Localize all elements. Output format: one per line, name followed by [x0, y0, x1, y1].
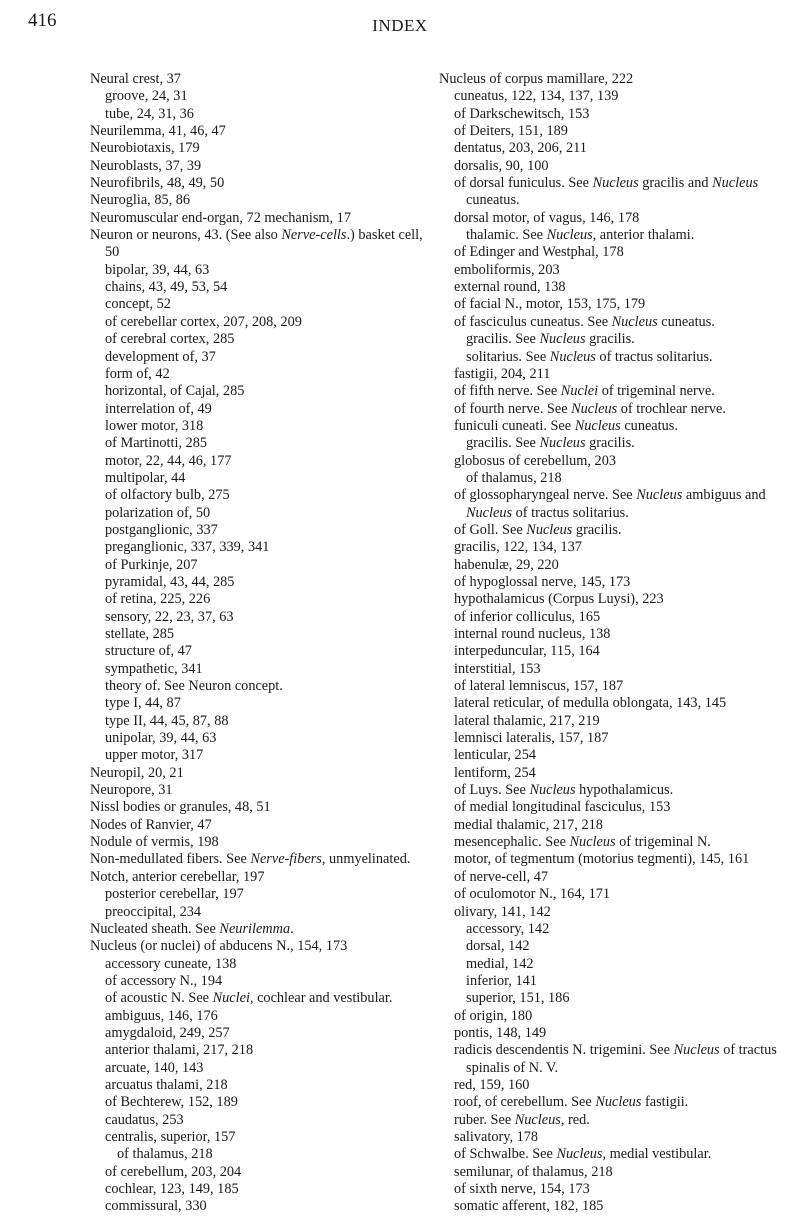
index-entry: thalamic. See Nucleus, anterior thalami.	[466, 227, 695, 244]
index-entry: lateral thalamic, 217, 219	[454, 712, 600, 729]
index-entry: of medial longitudinal fasciculus, 153	[454, 799, 671, 816]
index-entry: Notch, anterior cerebellar, 197	[90, 868, 265, 885]
index-entry: of Bechterew, 152, 189	[105, 1094, 238, 1111]
index-entry: form of, 42	[105, 365, 170, 382]
index-entry: of cerebellum, 203, 204	[105, 1163, 242, 1180]
index-entry: motor, of tegmentum (motorius tegmenti), 145, 161	[454, 851, 750, 868]
index-entry: solitarius. See Nucleus of tractus solitarius.	[466, 348, 713, 365]
index-entry: somatic afferent, 182, 185	[454, 1198, 604, 1215]
index-entry: horizontal, of Cajal, 285	[105, 383, 245, 400]
index-entry: Neurilemma, 41, 46, 47	[90, 123, 226, 140]
index-entry: gracilis. See Nucleus gracilis.	[466, 331, 635, 348]
index-entry: interpeduncular, 115, 164	[454, 643, 600, 660]
index-entry: Neurofibrils, 48, 49, 50	[90, 175, 225, 192]
index-entry: ruber. See Nucleus, red.	[454, 1111, 590, 1128]
index-entry: of accessory N., 194	[105, 972, 223, 989]
index-entry: chains, 43, 49, 53, 54	[105, 279, 228, 296]
index-entry: radicis descendentis N. trigemini. See Nucleus of tractus spinalis of N. V.	[454, 1042, 777, 1076]
index-entry: of Deiters, 151, 189	[454, 123, 568, 140]
index-entry: inferior, 141	[466, 972, 537, 989]
index-entry: cochlear, 123, 149, 185	[105, 1181, 239, 1197]
index-entry: medial thalamic, 217, 218	[454, 816, 603, 833]
index-entry: red, 159, 160	[454, 1076, 530, 1093]
index-entry: pontis, 148, 149	[454, 1024, 547, 1041]
index-entry: of fourth nerve. See Nucleus of trochlear nerve.	[454, 400, 726, 417]
index-entry: dorsal, 142	[466, 938, 530, 955]
index-entry: of lateral lemniscus, 157, 187	[454, 678, 624, 695]
index-entry: Neuropil, 20, 21	[90, 764, 184, 781]
index-entry: emboliformis, 203	[454, 261, 560, 278]
index-entry: Nodes of Ranvier, 47	[90, 816, 212, 833]
index-entry: development of, 37	[105, 348, 216, 365]
index-entry: lentiform, 254	[454, 764, 536, 781]
index-entry: of olfactory bulb, 275	[105, 487, 230, 504]
index-entry: dentatus, 203, 206, 211	[454, 140, 587, 157]
index-entry: hypothalamicus (Corpus Luysi), 223	[454, 591, 664, 608]
index-entry: accessory cuneate, 138	[105, 955, 237, 972]
index-entry: stellate, 285	[105, 626, 175, 642]
index-entry: of thalamus, 218	[466, 469, 562, 486]
index-entry: of Luys. See Nucleus hypothalamicus.	[454, 782, 674, 799]
index-entry: bipolar, 39, 44, 63	[105, 261, 210, 278]
index-entry: of origin, 180	[454, 1007, 533, 1024]
index-entry: of Goll. See Nucleus gracilis.	[454, 521, 622, 538]
index-entry: of Edinger and Westphal, 178	[454, 244, 624, 261]
index-entry: lenticular, 254	[454, 747, 537, 764]
index-entry: dorsalis, 90, 100	[454, 157, 549, 174]
index-entry: lateral reticular, of medulla oblongata, 143, 145	[454, 695, 727, 712]
index-entry: internal round nucleus, 138	[454, 626, 611, 642]
index-entry: Neural crest, 37	[90, 71, 181, 87]
index-entry: postganglionic, 337	[105, 521, 218, 538]
index-entry: external round, 138	[454, 279, 566, 296]
index-entry: pyramidal, 43, 44, 285	[105, 573, 235, 590]
index-entry: gracilis, 122, 134, 137	[454, 539, 582, 556]
index-entry: of Schwalbe. See Nucleus, medial vestibular.	[454, 1146, 712, 1163]
index-entry: semilunar, of thalamus, 218	[454, 1163, 613, 1180]
index-entry: Non-medullated fibers. See Nerve-fibers, unmyelinated.	[90, 851, 411, 868]
index-entry: of thalamus, 218	[117, 1146, 213, 1163]
index-entry: Neuron or neurons, 43. (See also Nerve-cells.) basket cell, 50	[90, 227, 423, 261]
index-entry: of oculomotor N., 164, 171	[454, 886, 611, 903]
index-entry: habenulæ, 29, 220	[454, 556, 559, 573]
index-entry: Nucleated sheath. See Neurilemma.	[90, 920, 294, 937]
index-entry: of acoustic N. See Nuclei, cochlear and vestibular.	[105, 990, 393, 1007]
index-entry: Nucleus (or nuclei) of abducens N., 154, 173	[90, 938, 348, 955]
index-entry: Neuroblasts, 37, 39	[90, 157, 202, 174]
index-entry: arcuatus thalami, 218	[105, 1076, 228, 1093]
index-entry: groove, 24, 31	[105, 88, 188, 105]
index-entry: of Martinotti, 285	[105, 435, 208, 452]
index-entry: salivatory, 178	[454, 1128, 539, 1145]
index-entry: lemnisci lateralis, 157, 187	[454, 730, 609, 747]
index-entry: globosus of cerebellum, 203	[454, 452, 616, 469]
index-entry: of cerebellar cortex, 207, 208, 209	[105, 313, 302, 330]
index-entry: centralis, superior, 157	[105, 1128, 236, 1145]
index-entry: preganglionic, 337, 339, 341	[105, 539, 270, 556]
index-entry: sensory, 22, 23, 37, 63	[105, 608, 234, 625]
index-entry: olivary, 141, 142	[454, 903, 551, 920]
index-entry: type II, 44, 45, 87, 88	[105, 712, 229, 729]
index-entry: Neurobiotaxis, 179	[90, 140, 200, 157]
index-entry: upper motor, 317	[105, 747, 204, 764]
index-entry: polarization of, 50	[105, 504, 211, 521]
index-entry: Nucleus of corpus mamillare, 222	[439, 71, 634, 87]
index-entry: medial, 142	[466, 955, 534, 972]
index-entry: of Purkinje, 207	[105, 556, 198, 573]
index-entry: arcuate, 140, 143	[105, 1059, 204, 1076]
index-entry: of dorsal funiculus. See Nucleus gracilis and Nucleus cuneatus.	[454, 175, 759, 209]
index-entry: of sixth nerve, 154, 173	[454, 1181, 590, 1197]
index-entry: Nodule of vermis, 198	[90, 834, 219, 851]
index-entry: motor, 22, 44, 46, 177	[105, 452, 232, 469]
index-entry: concept, 52	[105, 296, 171, 313]
index-entry: posterior cerebellar, 197	[105, 886, 244, 903]
index-entry: of facial N., motor, 153, 175, 179	[454, 296, 646, 313]
index-entry: tube, 24, 31, 36	[105, 105, 194, 122]
index-entry: Neuropore, 31	[90, 782, 173, 799]
index-entry: structure of, 47	[105, 643, 192, 660]
index-entry: mesencephalic. See Nucleus of trigeminal N.	[454, 834, 711, 851]
index-entry: funiculi cuneati. See Nucleus cuneatus.	[454, 417, 678, 434]
index-entry: of hypoglossal nerve, 145, 173	[454, 573, 631, 590]
index-entry: of fasciculus cuneatus. See Nucleus cuneatus.	[454, 313, 715, 330]
index-entry: superior, 151, 186	[466, 990, 570, 1007]
index-entry: ambiguus, 146, 176	[105, 1007, 218, 1024]
index-entry: dorsal motor, of vagus, 146, 178	[454, 209, 640, 226]
index-entry: fastigii, 204, 211	[454, 365, 551, 382]
index-entry: type I, 44, 87	[105, 695, 181, 712]
index-entry: anterior thalami, 217, 218	[105, 1042, 254, 1059]
index-entry: of retina, 225, 226	[105, 591, 211, 608]
index-entry: of inferior colliculus, 165	[454, 608, 601, 625]
index-entry: commissural, 330	[105, 1198, 207, 1215]
index-column-left	[90, 71, 430, 1216]
index-entry: of fifth nerve. See Nuclei of trigeminal nerve.	[454, 383, 715, 400]
index-entry: of Darkschewitsch, 153	[454, 105, 590, 122]
index-entry: of glossopharyngeal nerve. See Nucleus ambiguus and Nucleus of tractus solitarius.	[454, 487, 766, 521]
index-entry: accessory, 142	[466, 920, 550, 937]
index-entry: Neuromuscular end-organ, 72 mechanism, 17	[90, 209, 351, 226]
index-entry: caudatus, 253	[105, 1111, 184, 1128]
page-number: 416	[28, 10, 57, 31]
index-entry: sympathetic, 341	[105, 660, 203, 677]
index-entry: roof, of cerebellum. See Nucleus fastigii.	[454, 1094, 689, 1111]
index-entry: interstitial, 153	[454, 660, 541, 677]
index-entry: of cerebral cortex, 285	[105, 331, 235, 348]
index-entry: Nissl bodies or granules, 48, 51	[90, 799, 271, 816]
index-entry: cuneatus, 122, 134, 137, 139	[454, 88, 619, 105]
index-entry: theory of. See Neuron concept.	[105, 678, 283, 695]
index-entry: Neuroglia, 85, 86	[90, 192, 191, 209]
index-entry: gracilis. See Nucleus gracilis.	[466, 435, 635, 452]
index-entry: preoccipital, 234	[105, 903, 202, 920]
page-header-title: INDEX	[372, 16, 428, 35]
index-entry: amygdaloid, 249, 257	[105, 1024, 230, 1041]
index-entry: unipolar, 39, 44, 63	[105, 730, 217, 747]
index-entry: multipolar, 44	[105, 469, 186, 486]
index-entry: lower motor, 318	[105, 417, 204, 434]
index-entry: interrelation of, 49	[105, 400, 212, 417]
index-column-right	[439, 71, 779, 1216]
index-entry: of nerve-cell, 47	[454, 868, 549, 885]
